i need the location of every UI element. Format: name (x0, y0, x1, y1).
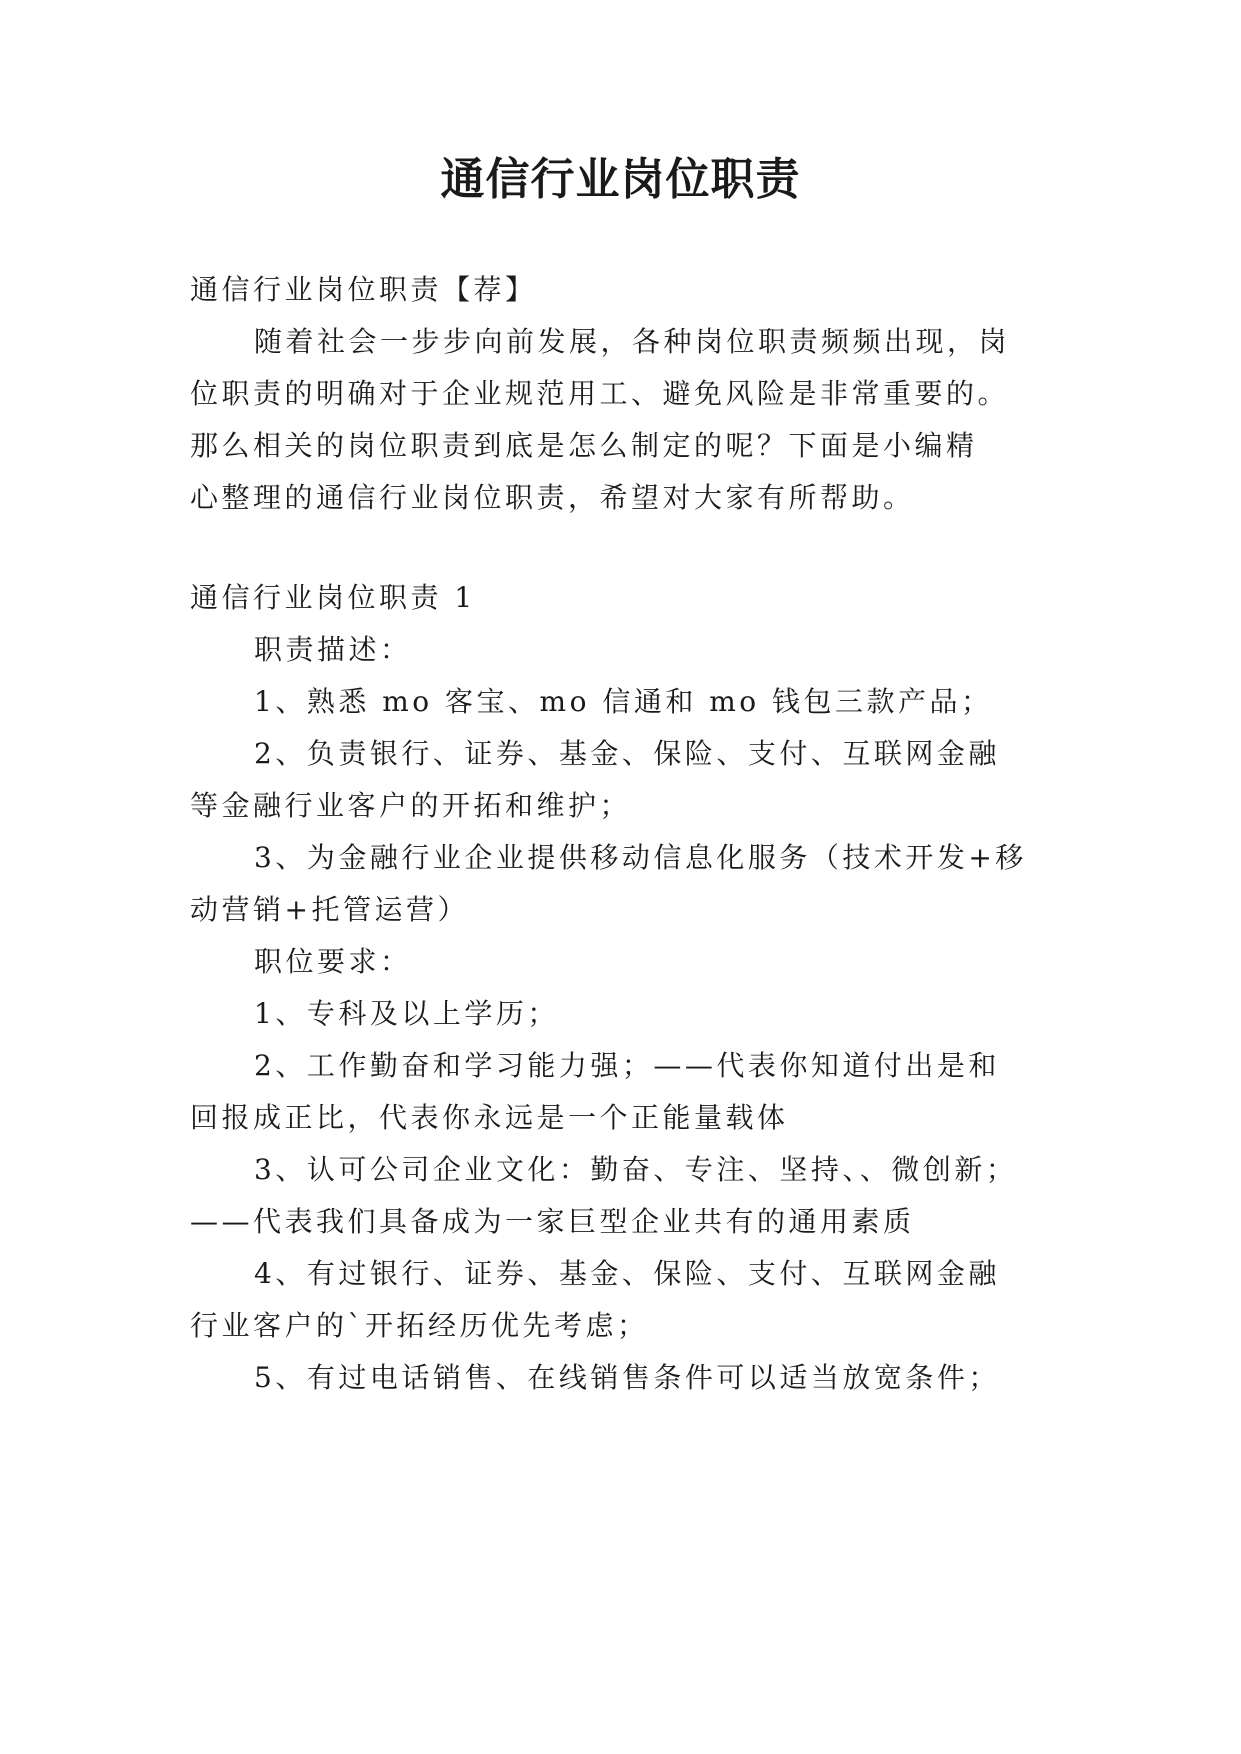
list-item: 4、有过银行、证券、基金、保险、支付、互联网金融 (254, 1257, 1000, 1290)
list-item-continuation: 等金融行业客户的开拓和维护； (190, 789, 632, 822)
intro-line: 那么相关的岗位职责到底是怎么制定的呢？下面是小编精 (190, 429, 978, 462)
list-item: 3、为金融行业企业提供移动信息化服务（技术开发+移 (254, 841, 1027, 874)
document-title: 通信行业岗位职责 (440, 154, 801, 205)
list-item: 1、专科及以上学历； (254, 997, 559, 1030)
subsection-heading: 职责描述： (254, 633, 412, 666)
list-item-continuation: 行业客户的`开拓经历优先考虑； (190, 1309, 649, 1342)
intro-line: 随着社会一步步向前发展，各种岗位职责频频出现，岗 (254, 325, 1011, 358)
intro-line: 位职责的明确对于企业规范用工、避免风险是非常重要的。 (190, 377, 1010, 410)
subsection-heading: 职位要求： (254, 945, 412, 978)
subtitle-line: 通信行业岗位职责【荐】 (190, 273, 537, 306)
list-item: 5、有过电话销售、在线销售条件可以适当放宽条件； (254, 1361, 1000, 1394)
list-item-continuation: 动营销+托管运营） (190, 893, 469, 926)
list-item-continuation: 回报成正比，代表你永远是一个正能量载体 (190, 1101, 789, 1134)
list-item: 2、工作勤奋和学习能力强；——代表你知道付出是和 (254, 1049, 1000, 1082)
list-item: 2、负责银行、证券、基金、保险、支付、互联网金融 (254, 737, 1000, 770)
list-item: 1、熟悉 mo 客宝、mo 信通和 mo 钱包三款产品； (254, 685, 993, 718)
intro-line: 心整理的通信行业岗位职责，希望对大家有所帮助。 (190, 481, 915, 514)
list-item-continuation: ——代表我们具备成为一家巨型企业共有的通用素质 (190, 1205, 915, 1238)
list-item: 3、认可公司企业文化：勤奋、专注、坚持、、微创新； (254, 1153, 1018, 1186)
section-heading: 通信行业岗位职责 1 (190, 581, 476, 614)
